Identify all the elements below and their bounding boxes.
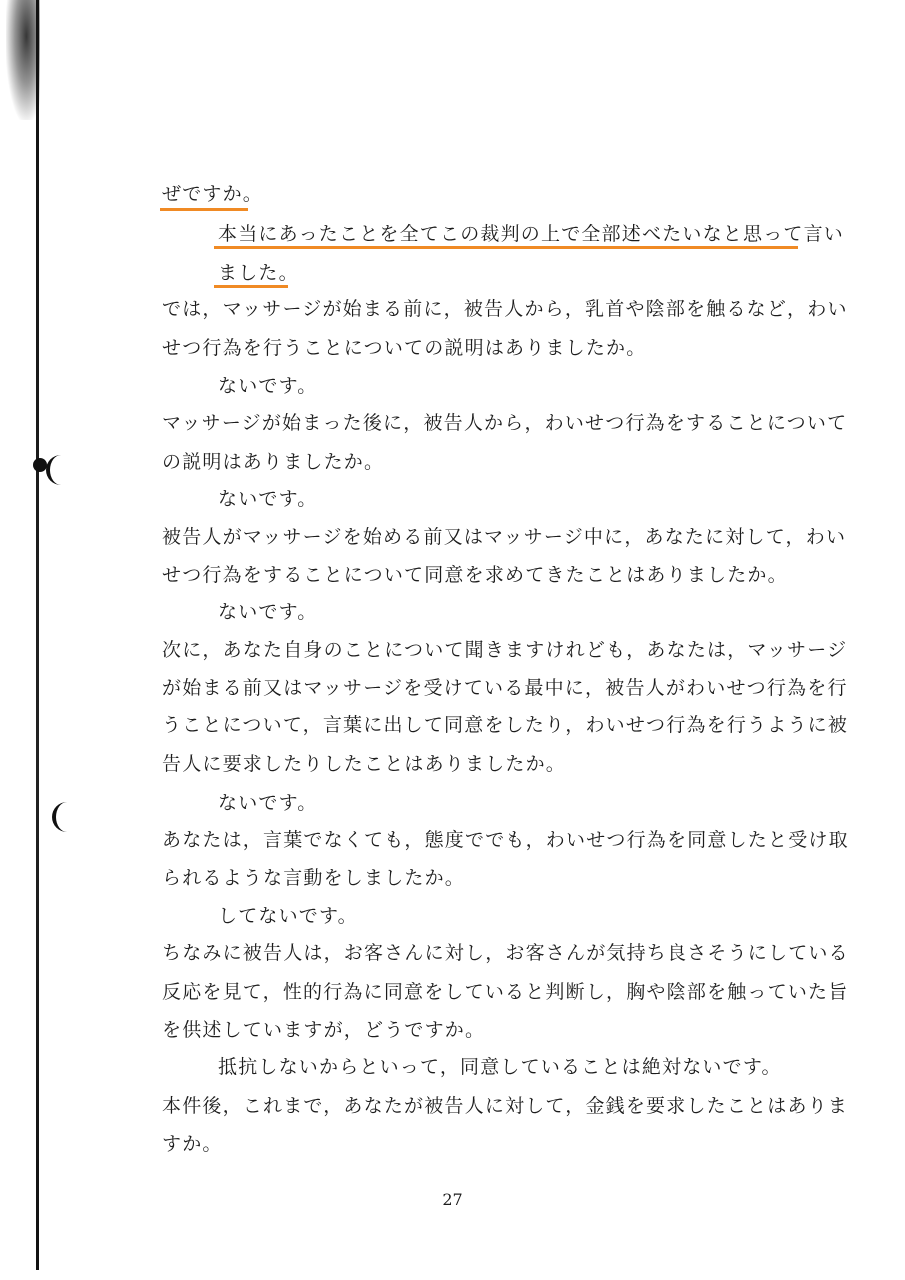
punch-hole-arc [52,802,82,832]
punch-hole-arc [46,455,76,485]
question-line: あなたは，言葉でなくても，態度ででも，わいせつ行為を同意したと受け取 [162,829,849,851]
highlight-underline [160,208,248,211]
question-line: せつ行為をすることについて同意を求めてきたことはありましたか。 [162,564,788,586]
answer-line: ないです。 [218,601,318,623]
question-line: 告人に要求したりしたことはありましたか。 [162,753,567,775]
highlight-underline [214,285,288,288]
answer-line: 抵抗しないからといって，同意していることは絶対ないです。 [218,1056,782,1078]
binding-edge [36,0,39,1270]
question-line: ぜですか。 [162,183,264,205]
question-line: ちなみに被告人は，お客さんに対し，お客さんが気持ち良さそうにしている [162,942,849,964]
question-line: が始まる前又はマッサージを受けている最中に，被告人がわいせつ行為を行 [162,677,848,699]
question-line: 本件後，これまで，あなたが被告人に対して，金銭を要求したことはありま [162,1095,849,1117]
question-line: すか。 [162,1133,223,1155]
answer-line: ました。 [218,262,299,284]
question-line: 反応を見て，性的行為に同意をしていると判断し，胸や陰部を触っていた旨 [162,981,849,1003]
question-line: せつ行為を行うことについての説明はありましたか。 [162,337,647,359]
answer-line: ないです。 [218,375,318,397]
question-line: では，マッサージが始まる前に，被告人から，乳首や陰部を触るなど，わい [162,298,848,320]
answer-line: してないです。 [218,905,358,927]
answer-line: 本当にあったことを全てこの裁判の上で全部述べたいなと思って言い [218,223,845,245]
punch-hole-mark [33,458,47,472]
question-line: 被告人がマッサージを始める前又はマッサージ中に，あなたに対して，わい [162,526,847,548]
binding-smudge [6,0,40,120]
question-line: マッサージが始まった後に，被告人から，わいせつ行為をすることについて [162,412,848,434]
page-number: 27 [442,1190,463,1209]
answer-line: ないです。 [218,488,318,510]
question-line: を供述していますが，どうですか。 [162,1019,486,1041]
question-line: られるような言動をしましたか。 [162,867,466,889]
question-line: の説明はありましたか。 [162,451,385,473]
answer-line: ないです。 [218,792,318,814]
highlight-underline [214,246,798,249]
question-line: 次に，あなた自身のことについて聞きますけれども，あなたは，マッサージ [162,639,848,661]
question-line: うことについて，言葉に出して同意をしたり，わいせつ行為を行うように被 [162,714,849,736]
